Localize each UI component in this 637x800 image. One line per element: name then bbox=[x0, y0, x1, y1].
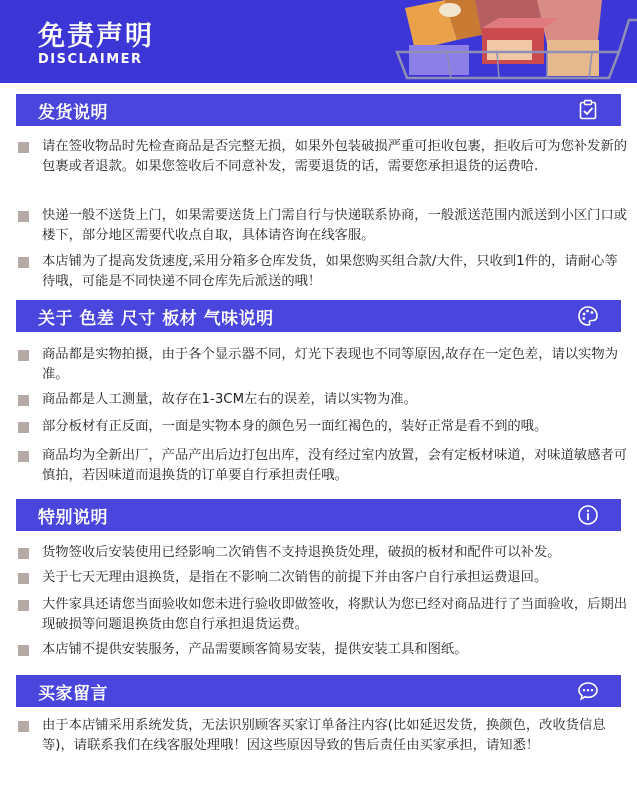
section-shipping-bar bbox=[16, 94, 621, 126]
bullet-square bbox=[18, 721, 29, 732]
page-subtitle: DISCLAIMER bbox=[38, 52, 143, 67]
bullet-square bbox=[18, 645, 29, 656]
bullet-square bbox=[18, 142, 29, 153]
palette-icon bbox=[577, 305, 599, 327]
bullet-square bbox=[18, 600, 29, 611]
clipboard-check-icon bbox=[577, 99, 599, 121]
section-title: 发货说明 bbox=[38, 103, 108, 123]
info-icon bbox=[577, 504, 599, 526]
section-title: 关于 色差 尺寸 板材 气味说明 bbox=[38, 309, 274, 329]
bullet-square bbox=[18, 422, 29, 433]
page-title: 免责声明 bbox=[38, 21, 154, 52]
bullet-square bbox=[18, 573, 29, 584]
shopping-cart-boxes-illustration bbox=[387, 0, 637, 83]
bullet-square bbox=[18, 350, 29, 361]
bullet-square bbox=[18, 257, 29, 268]
section-title: 买家留言 bbox=[38, 684, 108, 704]
bullet-square bbox=[18, 211, 29, 222]
bullet-square bbox=[18, 548, 29, 559]
bullet-square bbox=[18, 451, 29, 462]
section-color-size-bar bbox=[16, 300, 621, 332]
disclaimer-header bbox=[0, 0, 637, 83]
section-special-bar bbox=[16, 499, 621, 531]
section-title: 特别说明 bbox=[38, 508, 108, 528]
chat-bubble-icon bbox=[577, 680, 599, 702]
bullet-square bbox=[18, 395, 29, 406]
section-buyer-note-bar bbox=[16, 675, 621, 707]
